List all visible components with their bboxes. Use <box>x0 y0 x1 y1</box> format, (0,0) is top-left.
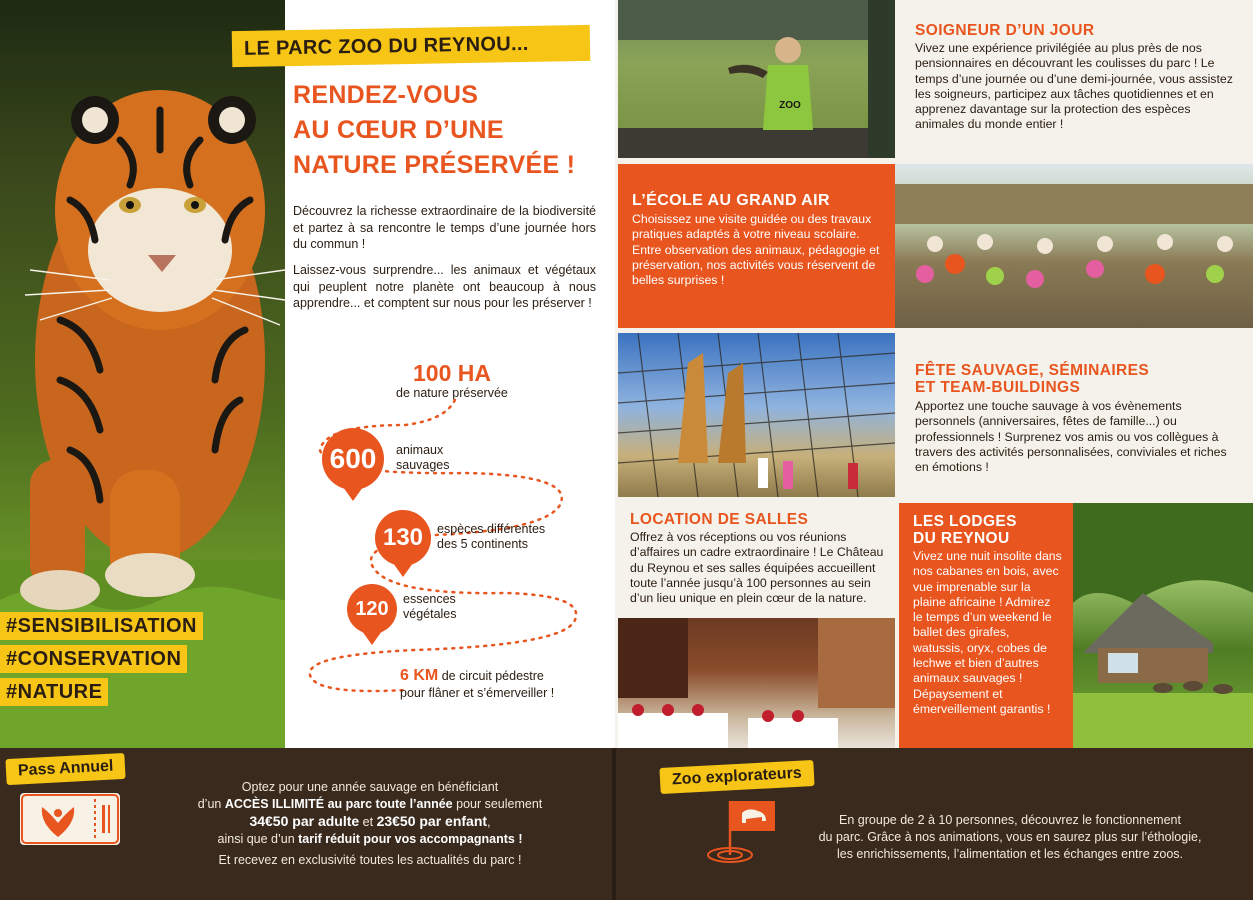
title-banner <box>232 25 591 67</box>
shirt-text: ZOO <box>779 100 801 111</box>
ecole-section <box>618 164 895 328</box>
soigneur-text: Vivez une expérience privilégiée au plus près de nos pensionnaires en découvrant les coulisses du parc ! Le temps d’une journée ou d’une demi-journée, vous assistez les soigneurs, participez aux tâches quotidiennes et en apprenez davantage sur la protection des espèces animales du monde entier ! <box>915 41 1233 132</box>
stat-plants-pin <box>347 584 397 645</box>
tag-sensibilisation: #SENSIBILISATION <box>0 612 203 640</box>
pass-price-child: 23€50 par enfant <box>376 813 488 829</box>
stat-animals-pin <box>322 428 384 501</box>
pass-line-4 <box>140 831 600 848</box>
ecole-photo <box>895 164 1253 328</box>
stat-km <box>400 667 554 701</box>
stat-species-label <box>437 522 545 552</box>
ecole-text: Choisissez une visite guidée ou des travaux pratiques adaptés à votre niveau scolaire. Entre observation des animaux, pédagogie et préservation, nos activités vous réservent de belles surprises ! <box>632 212 880 288</box>
soigneur-photo <box>618 0 895 158</box>
giraffe-photo <box>618 333 895 497</box>
tag-nature: #NATURE <box>0 678 108 706</box>
lodges-text: Vivez une nuit insolite dans nos cabanes en bois, avec vue imprenable sur la plaine africaine ! Admirez le temps d’un weekend le ballet des girafes, watussis, oryx, cobes de lechwe et bien d’autres animaux sauvages ! Dépaysement et émerveillement garantis ! <box>913 549 1062 716</box>
banner-text: LE PARC ZOO DU REYNOU... <box>243 32 529 60</box>
pass-line-3-post: , <box>487 815 491 829</box>
lodges-title-2: DU REYNOU <box>913 530 1010 547</box>
pass-line-4-pre: ainsi que d’un <box>217 832 299 846</box>
stat-animals-label-1: animaux <box>396 443 444 457</box>
pass-line-4-bold: tarif réduit pour vos accompagnants ! <box>298 832 523 846</box>
pass-line-1: Optez pour une année sauvage en bénéficiant <box>241 780 499 794</box>
hall-photo <box>618 618 895 748</box>
stat-km-label-1: de circuit pédestre <box>441 669 544 683</box>
intro-paragraph-2: Laissez-vous surprendre... les animaux et végétaux qui peuplent notre planète ont beaucoup à nous apprendre... et comptent sur nous pour les préserver ! <box>293 263 596 310</box>
stat-ha-value: 100 HA <box>413 360 491 386</box>
location-title: LOCATION DE SALLES <box>630 511 809 528</box>
stat-species-label-1: espèces différentes <box>437 522 546 536</box>
soigneur-title: SOIGNEUR D’UN JOUR <box>915 22 1095 39</box>
stat-species-label-2: des 5 continents <box>437 537 529 551</box>
intro-headline <box>293 78 613 183</box>
lodges-section <box>899 503 1073 748</box>
pass-line-2-post: pour seulement <box>452 797 543 811</box>
lodge-photo <box>1073 503 1253 748</box>
pass-line-2-pre: d’un <box>197 797 225 811</box>
headline-line-3: NATURE PRÉSERVÉE ! <box>293 151 576 179</box>
stat-species-pin <box>375 510 431 577</box>
location-section <box>630 511 890 606</box>
stat-plants-label-2: végétales <box>403 607 457 621</box>
stat-animals-label-2: sauvages <box>396 458 450 472</box>
pass-line-2 <box>140 796 600 813</box>
headline-line-1: RENDEZ-VOUS <box>293 81 479 109</box>
fold-divider <box>612 748 616 900</box>
flag-icon <box>700 795 780 865</box>
pass-price-adult: 34€50 par adulte <box>249 813 360 829</box>
pin-600: 600 <box>322 428 384 490</box>
ticket-icon <box>20 793 120 845</box>
pin-130: 130 <box>375 510 431 566</box>
stat-ha-label: de nature préservée <box>396 386 508 400</box>
pass-line-3-mid: et <box>359 815 377 829</box>
ecole-title: L’ÉCOLE AU GRAND AIR <box>632 192 830 209</box>
pass-line-5: Et recevez en exclusivité toutes les actualités du parc ! <box>218 853 522 867</box>
stat-plants-label <box>403 592 457 622</box>
fete-title-2: ET TEAM-BUILDINGS <box>915 379 1081 396</box>
stat-animals-label <box>396 443 450 473</box>
stat-plants-label-1: essences <box>403 592 456 606</box>
pass-text <box>140 779 600 869</box>
headline-line-2: AU CŒUR D’UNE <box>293 116 504 144</box>
intro-paragraph-1: Découvrez la richesse extraordinaire de la biodiversité et partez à sa rencontre le temps d’une journée hors du commun ! <box>293 204 596 251</box>
pass-line-3 <box>140 813 600 831</box>
soigneur-section <box>915 22 1240 133</box>
explorateurs-badge: Zoo explorateurs <box>659 760 814 794</box>
pin-120: 120 <box>347 584 397 634</box>
explorateurs-text <box>790 812 1230 863</box>
pass-line-2-bold: ACCÈS ILLIMITÉ au parc toute l’année <box>224 797 453 811</box>
lodges-title-1: LES LODGES <box>913 513 1017 530</box>
explorateurs-line-1: En groupe de 2 à 10 personnes, découvrez le fonctionnement <box>839 813 1181 827</box>
location-text: Offrez à vos réceptions ou vos réunions d’affaires un cadre extraordinaire ! Le Château du Reynou et ses salles équipées accueillent toute l’année jusqu’à 100 personnes au sein d’un lieu unique en plein cœur de la nature. <box>630 530 884 606</box>
explorateurs-line-2: du parc. Grâce à nos animations, vous en saurez plus sur l’éthologie, <box>818 830 1202 844</box>
pass-badge: Pass Annuel <box>5 753 126 785</box>
explorateurs-line-3: les enrichissements, l’alimentation et les échanges entre zoos. <box>836 847 1183 861</box>
stat-km-value: 6 KM <box>400 667 439 684</box>
fete-title-1: FÊTE SAUVAGE, SÉMINAIRES <box>915 362 1150 379</box>
stat-km-label-2: pour flâner et s’émerveiller ! <box>400 686 555 700</box>
fete-section <box>915 362 1240 475</box>
tag-conservation: #CONSERVATION <box>0 645 187 673</box>
fete-text: Apportez une touche sauvage à vos évènements personnels (anniversaires, fêtes de famille...) ou professionnels ! Surprenez vos amis ou vos collègues à travers des activités personnalisées, conviviales et riches en émotions ! <box>915 399 1227 475</box>
